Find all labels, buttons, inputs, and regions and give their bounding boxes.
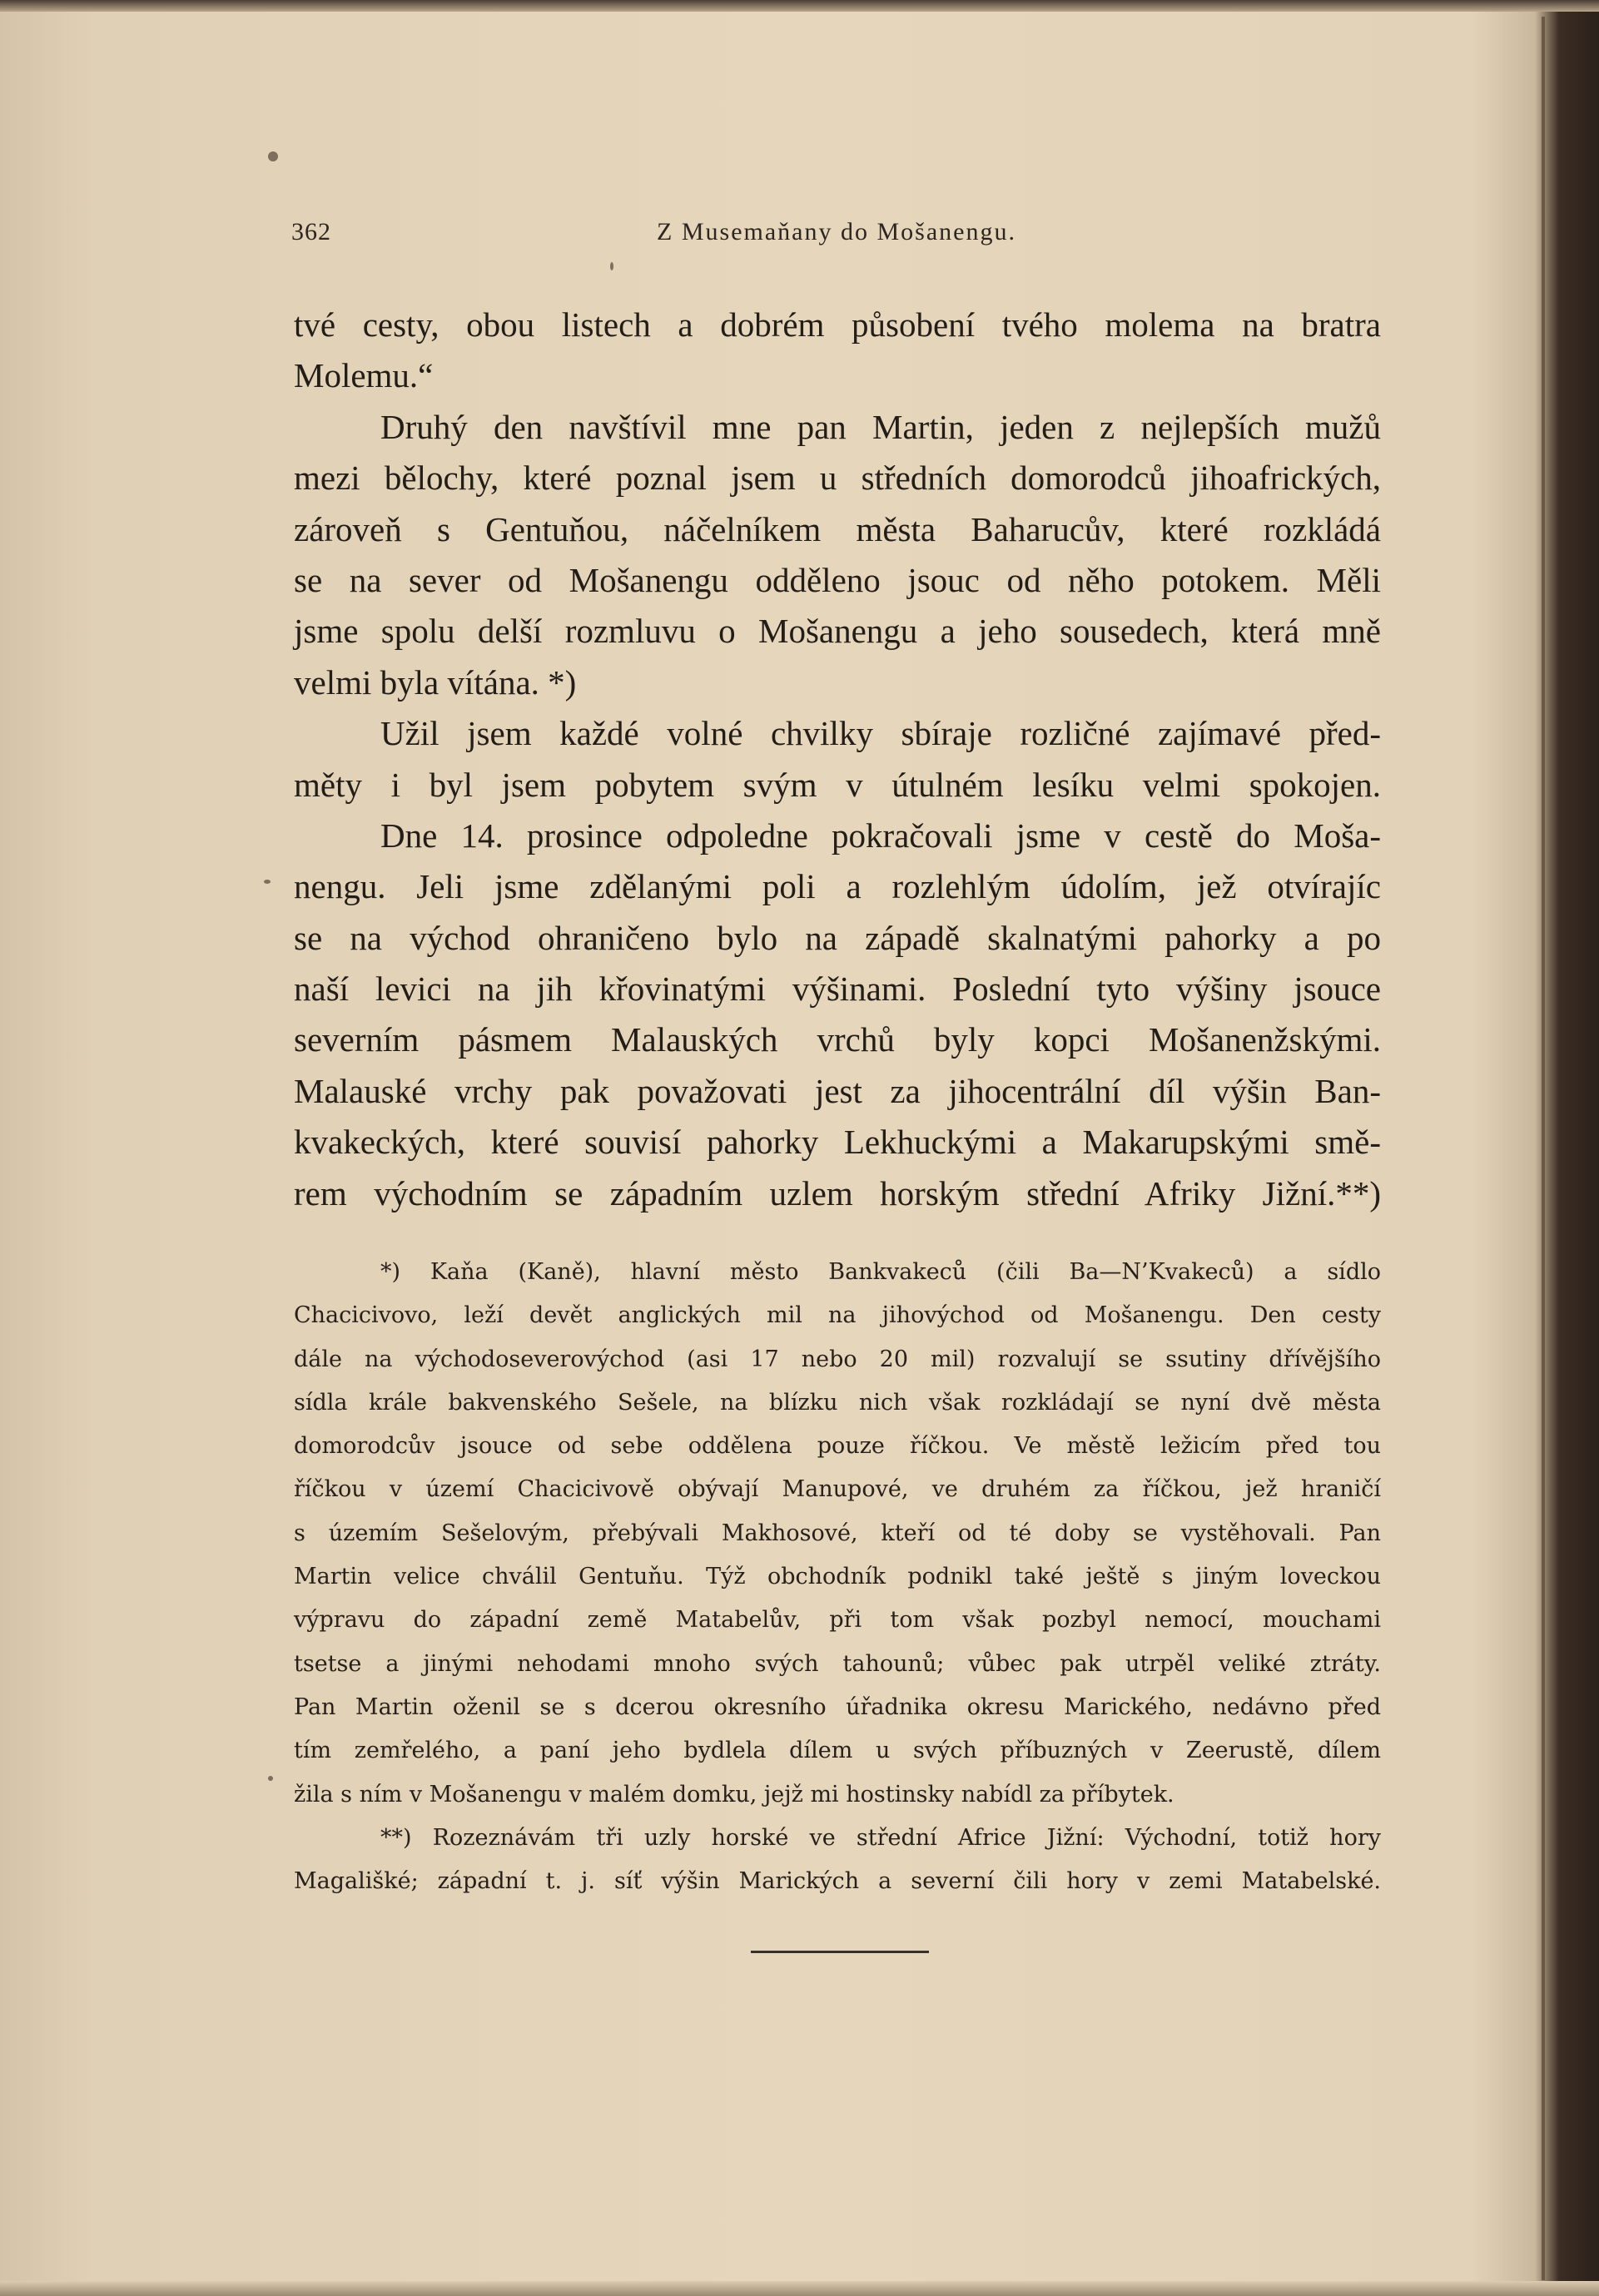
body-text (294, 300, 1381, 1219)
bottom-edge (0, 2281, 1599, 2296)
text-line: zároveň s Gentuňou, náčelníkem města Baharucův, které rozkládá (294, 509, 1381, 548)
text-line: velmi byla vítána. *) (294, 662, 577, 702)
text-line: Druhý den navštívil mne pan Martin, jeden z nejlepších mužů (380, 407, 1381, 446)
footnote-line: domorodcův jsouce od sebe oddělena pouze říčkou. Ve městě ležicím před tou (294, 1433, 1381, 1460)
text-line: Dne 14. prosince odpoledne pokračovali jsme v cestě do Moša- (380, 816, 1381, 855)
footnote-line: **) Rozeznávám tři uzly horské ve střední Africe Jižní: Východní, totiž hory (380, 1824, 1381, 1851)
speck-mark (268, 1776, 273, 1781)
text-line: Molemu.“ (294, 356, 434, 395)
speck-mark (264, 880, 271, 884)
footnote-line: Chacicivovo, leží devět anglických mil na jihovýchod od Mošanengu. Den cesty (294, 1302, 1381, 1329)
footnote-line: dále na východoseverovýchod (asi 17 nebo 20 mil) rozvalují se ssutiny dřívějšího (294, 1346, 1381, 1372)
footnotes (294, 1251, 1381, 1903)
text-line: tvé cesty, obou listech a dobrém působení tvého molema na bratra (294, 305, 1381, 344)
footnote-line: říčkou v území Chacicivově obývají Manupové, ve druhém za říčkou, jež hraničí (294, 1476, 1381, 1503)
text-line: Malauské vrchy pak považovati jest za jihocentrální díl výšin Ban- (294, 1071, 1381, 1110)
text-line: jsme spolu delší rozmluvu o Mošanengu a jeho sousedech, která mně (294, 612, 1381, 651)
text-line: se na východ ohraničeno bylo na západě skalnatými pahorky a po (294, 918, 1381, 957)
footnote-line: výpravu do západní země Matabelův, při tom však pozbyl nemocí, mouchami (294, 1607, 1381, 1634)
page-number: 362 (291, 218, 331, 245)
page-edge (1542, 17, 1545, 2280)
speck-mark (268, 151, 278, 161)
text-line: kvakeckých, které souvisí pahorky Lekhuckými a Makarupskými smě- (294, 1123, 1381, 1162)
text-line: severním pásmem Malauských vrchů byly kopci Mošanenžskými. (294, 1020, 1381, 1059)
footnote-line: Magališké; západní t. j. síť výšin Marických a severní čili hory v zemi Matabelské. (294, 1868, 1381, 1895)
footnote-line: žila s ním v Mošanengu v malém domku, jejž mi hostinsky nabídl za příbytek. (294, 1781, 1174, 1808)
text-line: měty i byl jsem pobytem svým v útulném lesíku velmi spokojen. (294, 765, 1381, 804)
footnote-line: sídla krále bakvenského Sešele, na blízku nich však rozkládají se nyní dvě města (294, 1389, 1381, 1416)
text-line: naší levici na jih křovinatými výšinami. Poslední tyto výšiny jsouce (294, 969, 1381, 1009)
text-line: Užil jsem každé volné chvilky sbíraje rozličné zajímavé před- (380, 714, 1381, 753)
top-shadow (0, 0, 1599, 12)
footnote-line: Pan Martin oženil se s dcerou okresního úřadnika okresu Marického, nedávno před (294, 1693, 1381, 1720)
speck-mark (610, 262, 613, 270)
text-line: se na sever od Mošanengu odděleno jsouc od něho potokem. Měli (294, 560, 1381, 599)
running-header (291, 218, 1382, 251)
footnote-line: Martin velice chválil Gentuňu. Týž obchodník podnikl také ještě s jiným loveckou (294, 1564, 1381, 1590)
footnote-line: s územím Sešelovým, přebývali Makhosové, kteří od té doby se vystěhovali. Pan (294, 1520, 1381, 1546)
footnote-line: tím zemřelého, a paní jeho bydlela dílem u svých příbuzných v Zeerustě, dílem (294, 1738, 1381, 1764)
footnote-line: tsetse a jinými nehodami mnoho svých tahounů; vůbec pak utrpěl veliké ztráty. (294, 1650, 1381, 1677)
text-line: rem východním se západním uzlem horským střední Afriky Jižní.**) (294, 1173, 1381, 1212)
footnote-line: *) Kaňa (Kaně), hlavní město Bankvakeců (čili Ba—N’Kvakeců) a sídlo (380, 1259, 1381, 1285)
text-line: nengu. Jeli jsme zdělanými poli a rozlehlým údolím, jež otvírajíc (294, 867, 1381, 906)
running-title: Z Musemaňany do Mošanengu. (657, 218, 1016, 245)
text-line: mezi bělochy, které poznal jsem u středních domorodců jihoafrických, (294, 459, 1381, 498)
end-rule (751, 1951, 929, 1953)
